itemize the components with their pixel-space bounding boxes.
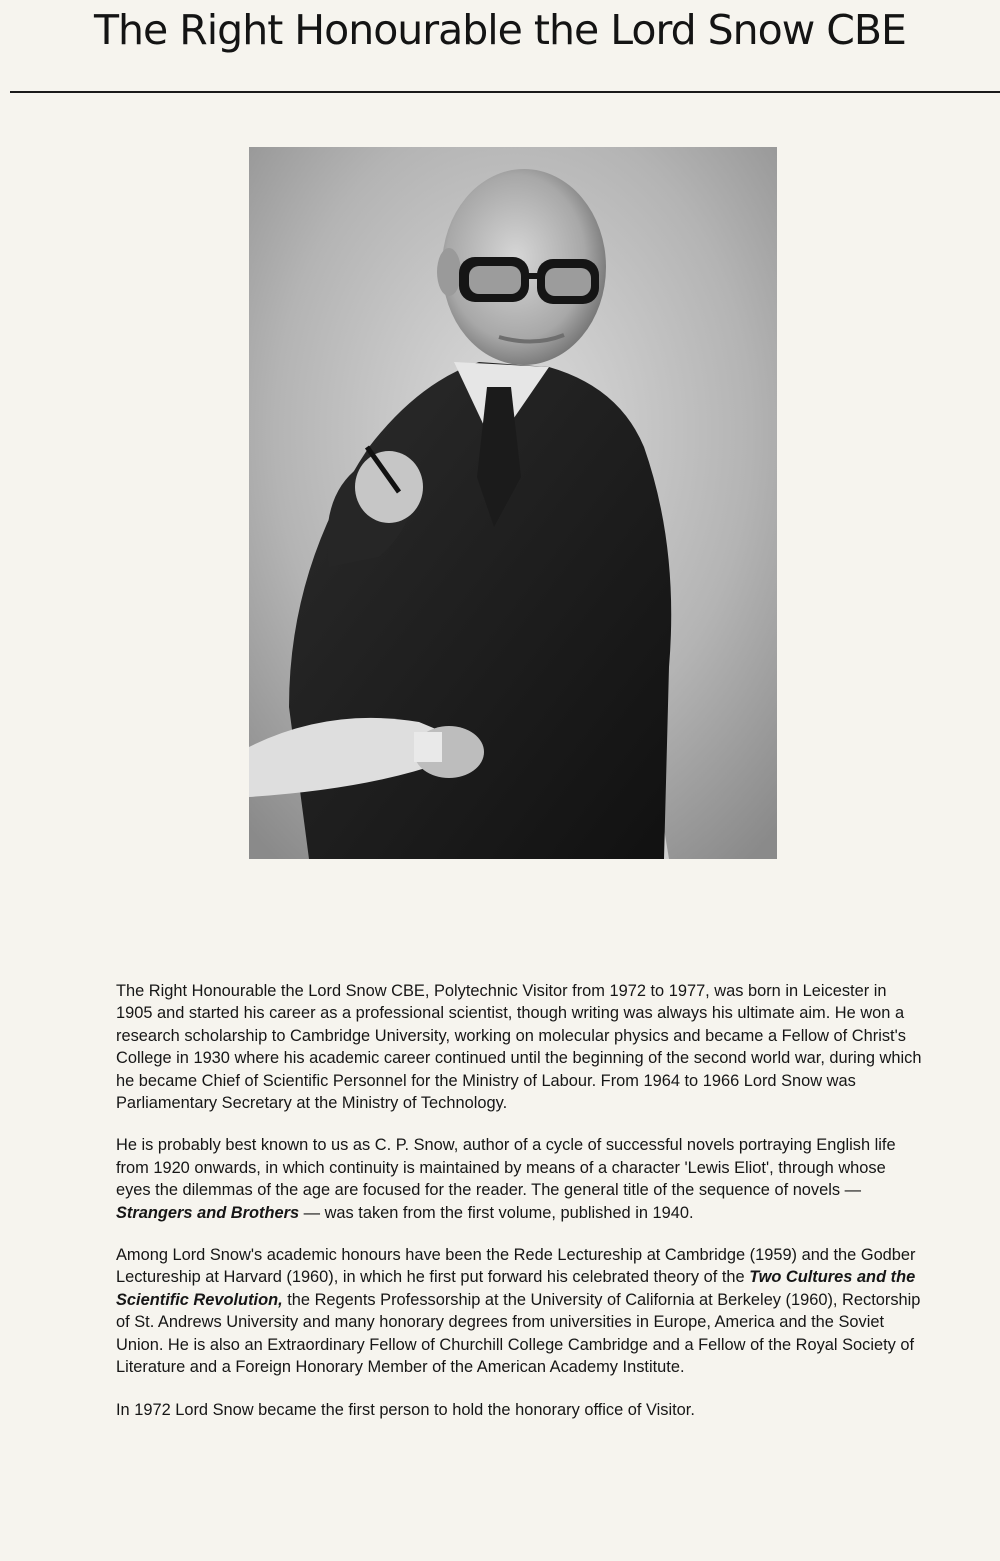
paragraph-honours-text-1: Among Lord Snow's academic honours have been the Rede Lectureship at Cambridge (1959) and the Godber Lectureship at Harvard (1960), in which he first put forward his celebrated theory of the xyxy=(116,1246,916,1287)
portrait-photo xyxy=(249,147,777,859)
paragraph-novels xyxy=(116,1134,924,1224)
paragraph-visitor: In 1972 Lord Snow became the first person to hold the honorary office of Visitor. xyxy=(116,1400,695,1419)
biography-text xyxy=(116,980,924,1441)
title-divider xyxy=(10,91,1000,93)
novel-series-title: Strangers and Brothers xyxy=(116,1203,300,1222)
paragraph-honours-text-2: the Regents Professorship at the University of California at Berkeley (1960), Rectorship of St. Andrews University and many honorary degrees from universities in Europe, America and the Soviet Union. He is also an Extraordinary Fellow of Churchill College Cambridge and a Fellow of the Royal Society of Literature and a Foreign Honorary Member of the American Academy Institute. xyxy=(116,1290,921,1377)
paragraph-novels-text-1: He is probably best known to us as C. P. Snow, author of a cycle of successful novels portraying English life from 1920 onwards, in which continuity is maintained by means of a character 'Lewis Eliot', through whose eyes the dilemmas of the age are focused for the reader. The general title of the sequence of novels — xyxy=(116,1136,896,1200)
paragraph-novels-text-2: — was taken from the first volume, published in 1940. xyxy=(299,1203,694,1222)
page-title: The Right Honourable the Lord Snow CBE xyxy=(94,6,906,54)
paragraph-career: The Right Honourable the Lord Snow CBE, Polytechnic Visitor from 1972 to 1977, was born in Leicester in 1905 and started his career as a professional scientist, though writing was always his ultimate aim. He won a research scholarship to Cambridge University, working on molecular physics and became a Fellow of Christ's College in 1930 where his academic career continued until the beginning of the second world war, during which he became Chief of Scientific Personnel for the Ministry of Labour. From 1964 to 1966 Lord Snow was Parliamentary Secretary at the Ministry of Technology. xyxy=(116,982,922,1113)
paragraph-honours xyxy=(116,1244,924,1378)
lecture-title: Two Cultures and the Scientific Revolution, xyxy=(116,1268,916,1309)
